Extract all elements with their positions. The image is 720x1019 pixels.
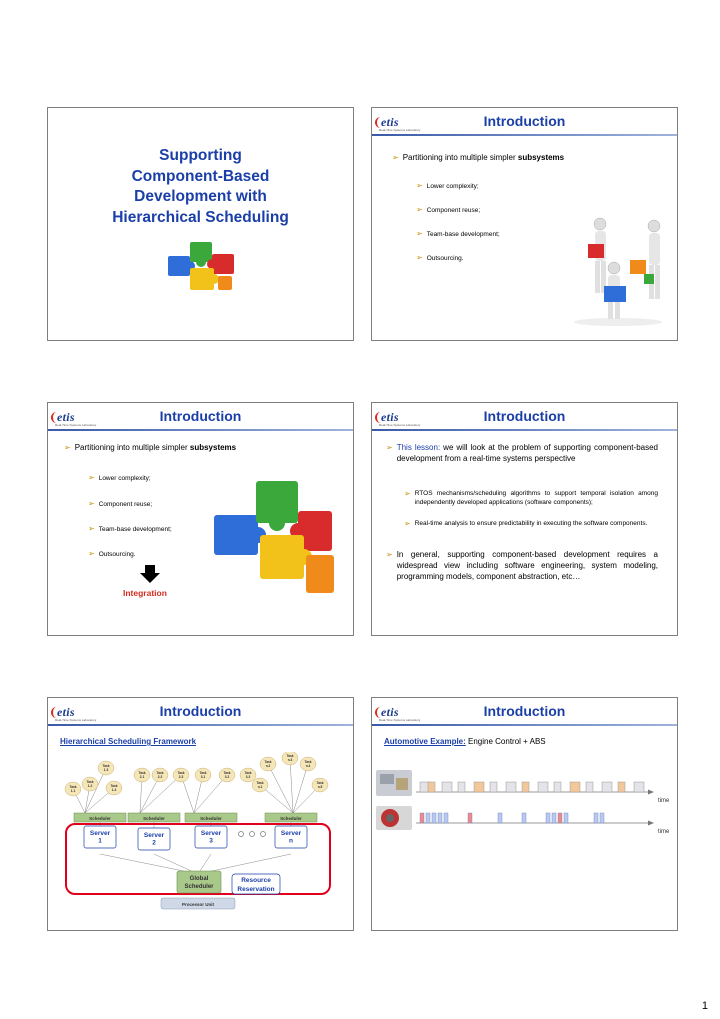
task-label: 3.1 xyxy=(200,775,206,780)
scheduler-label: Scheduler xyxy=(200,816,222,821)
bullet-arrow-icon: ➢ xyxy=(416,253,423,262)
abs-job-block xyxy=(498,813,502,823)
server-label: Server xyxy=(143,832,165,839)
bullet-item: ➢ Team-base development; xyxy=(88,524,172,533)
sub-bullet: ➢ Real-time analysis to ensure predictability in executing the software components. xyxy=(404,519,648,528)
task-label: Task xyxy=(177,771,185,775)
task-label: 3.3 xyxy=(245,775,251,780)
down-arrow-icon xyxy=(140,565,160,583)
engine-job-block xyxy=(538,782,548,792)
puzzle-pieces-image xyxy=(160,238,240,298)
slide-1 xyxy=(47,107,354,341)
general-bullet: ➢ In general, supporting component-based development requires a widespread view including software engineering, system modeling, programming models, component abstraction, etc… xyxy=(386,550,658,581)
task-label: 1.2 xyxy=(87,784,93,789)
task-label: 2.1 xyxy=(139,775,145,780)
engine-job-block xyxy=(442,782,452,792)
task-label: Task xyxy=(199,771,207,775)
abs-job-block xyxy=(444,813,448,823)
abs-job-block xyxy=(426,813,430,823)
bullet-arrow-icon: ➢ xyxy=(404,489,411,498)
page-number: 1 xyxy=(701,1000,708,1012)
task-label: n.5 xyxy=(317,785,323,790)
task-label: Task xyxy=(286,754,294,758)
task-label: n.1 xyxy=(257,785,263,790)
task-label: 3.2 xyxy=(224,775,230,780)
bullet-item: ➢ Component reuse; xyxy=(88,499,153,508)
etis-logo: etis Real-Time Systems Laboratory xyxy=(375,410,419,428)
engine-job-block xyxy=(428,782,435,792)
slide-3 xyxy=(47,402,354,636)
bullet-arrow-icon: ➢ xyxy=(416,229,423,238)
bullet-item: ➢ Lower complexity; xyxy=(416,181,479,190)
slide-header xyxy=(372,403,677,429)
engine-job-block xyxy=(554,782,561,792)
task-nodes xyxy=(65,752,328,796)
abs-job-block xyxy=(432,813,436,823)
abs-job-block xyxy=(522,813,526,823)
task-label: 2.2 xyxy=(157,775,163,780)
sub-bullet: ➢ RTOS mechanisms/scheduling algorithms to support temporal isolation among independently developed applications (software components); xyxy=(404,489,658,506)
engine-job-block xyxy=(506,782,516,792)
people-puzzle-image xyxy=(568,216,668,326)
engine-job-block xyxy=(570,782,580,792)
server-row xyxy=(84,826,307,850)
task-label: n.3 xyxy=(287,758,293,763)
task-label: 1.4 xyxy=(111,788,117,793)
bullet-arrow-icon: ➢ xyxy=(64,443,71,452)
scheduler-label: Scheduler xyxy=(143,816,165,821)
task-label: Task xyxy=(86,780,94,784)
slide-title: Introduction xyxy=(483,113,566,129)
slide-header xyxy=(372,108,677,134)
time-label: time xyxy=(658,798,670,804)
bullet-arrow-icon: ➢ xyxy=(416,205,423,214)
abs-job-block xyxy=(558,813,562,823)
lesson-bullet: ➢ This lesson: we will look at the problem of supporting component-based development from a real-time systems perspective xyxy=(386,443,658,463)
slide-2 xyxy=(371,107,678,341)
automotive-subtitle: Automotive Example: Engine Control + ABS xyxy=(384,737,546,746)
global-scheduler-label: Global xyxy=(189,876,209,882)
scheduler-row xyxy=(74,813,317,822)
bullet-item: ➢ Outsourcing. xyxy=(416,253,464,262)
bullet-arrow-icon: ➢ xyxy=(88,524,95,533)
task-label: Task xyxy=(69,785,77,789)
task-label: 1.1 xyxy=(70,789,76,794)
bullet-arrow-icon: ➢ xyxy=(386,550,393,559)
bullet-item: ➢ Component reuse; xyxy=(416,205,481,214)
hierarchical-scheduling-diagram xyxy=(48,752,353,927)
etis-logo: etis Real-Time Systems Laboratory xyxy=(375,115,419,133)
slide-header xyxy=(48,698,353,724)
bullet-arrow-icon: ➢ xyxy=(392,153,399,162)
bullet-arrow-icon: ➢ xyxy=(88,473,95,482)
hsf-subtitle: Hierarchical Scheduling Framework xyxy=(60,737,197,746)
bullet-arrow-icon: ➢ xyxy=(386,443,393,452)
task-label: n.2 xyxy=(265,764,271,769)
abs-job-block xyxy=(546,813,550,823)
slide-header xyxy=(48,403,353,429)
server-label: n xyxy=(289,837,293,845)
scheduler-label: Scheduler xyxy=(280,816,302,821)
etis-logo: etis Real-Time Systems Laboratory xyxy=(375,705,419,723)
etis-logo: etis Real-Time Systems Laboratory xyxy=(51,705,95,723)
resource-reservation-label: Reservation xyxy=(237,886,275,893)
slide1-title: Supporting Component-Based Development with Hierarchical Scheduling xyxy=(112,147,289,226)
bullet-arrow-icon: ➢ xyxy=(416,181,423,190)
server-label: Server xyxy=(89,830,111,837)
bullet-item: ➢ Outsourcing. xyxy=(88,549,136,558)
slide-5 xyxy=(47,697,354,931)
abs-job-block xyxy=(420,813,424,823)
bullet-arrow-icon: ➢ xyxy=(88,499,95,508)
processor-unit-label: Processor Unit xyxy=(181,902,215,907)
engine-job-block xyxy=(634,782,644,792)
abs-job-block xyxy=(594,813,598,823)
engine-job-block xyxy=(474,782,484,792)
time-label: time xyxy=(658,829,670,835)
automotive-timeline xyxy=(372,764,677,884)
task-label: n.4 xyxy=(305,764,311,769)
engine-job-block xyxy=(522,782,529,792)
abs-job-block xyxy=(564,813,568,823)
bullet-arrow-icon: ➢ xyxy=(404,519,411,528)
server-label: 2 xyxy=(152,839,156,847)
etis-logo: etis Real-Time Systems Laboratory xyxy=(51,410,95,428)
engine-job-block xyxy=(618,782,625,792)
global-scheduler-label: Scheduler xyxy=(184,884,214,890)
resource-reservation-label: Resource xyxy=(241,877,271,884)
bullet-main: ➢ Partitioning into multiple simpler subsystems xyxy=(392,153,565,162)
abs-job-block xyxy=(468,813,472,823)
task-label: 2.3 xyxy=(178,775,184,780)
abs-job-block xyxy=(552,813,556,823)
engine-job-block xyxy=(586,782,593,792)
abs-job-block xyxy=(600,813,604,823)
slide-6 xyxy=(371,697,678,931)
bullet-arrow-icon: ➢ xyxy=(88,549,95,558)
bullet-item: ➢ Lower complexity; xyxy=(88,473,151,482)
scheduler-label: Scheduler xyxy=(89,816,111,821)
task-label: Task xyxy=(156,771,164,775)
engine-job-block xyxy=(490,782,497,792)
slide-title: Introduction xyxy=(483,408,566,424)
task-label: Task xyxy=(304,760,312,764)
server-label: 1 xyxy=(98,837,102,845)
engine-job-block xyxy=(602,782,612,792)
task-label: Task xyxy=(244,771,252,775)
engine-jobs xyxy=(420,782,644,792)
server-label: 3 xyxy=(209,837,213,845)
puzzle-pieces-image xyxy=(208,477,338,607)
bullet-main: ➢ Partitioning into multiple simpler subsystems xyxy=(64,443,237,452)
task-label: Task xyxy=(110,784,118,788)
slide-4 xyxy=(371,402,678,636)
server-label: Server xyxy=(200,830,222,837)
slide-title: Introduction xyxy=(159,703,242,719)
task-label: Task xyxy=(316,781,324,785)
task-label: 1.3 xyxy=(103,768,109,773)
server-label: Server xyxy=(280,830,302,837)
task-label: Task xyxy=(138,771,146,775)
task-label: Task xyxy=(256,781,264,785)
abs-job-block xyxy=(438,813,442,823)
integration-label: Integration xyxy=(123,588,167,598)
abs-jobs xyxy=(420,813,604,823)
task-label: Task xyxy=(264,760,272,764)
task-label: Task xyxy=(223,771,231,775)
task-label: Task xyxy=(102,764,110,768)
slide-title: Introduction xyxy=(159,408,242,424)
slide-title: Introduction xyxy=(483,703,566,719)
bullet-item: ➢ Team-base development; xyxy=(416,229,500,238)
slide-header xyxy=(372,698,677,724)
engine-job-block xyxy=(458,782,465,792)
